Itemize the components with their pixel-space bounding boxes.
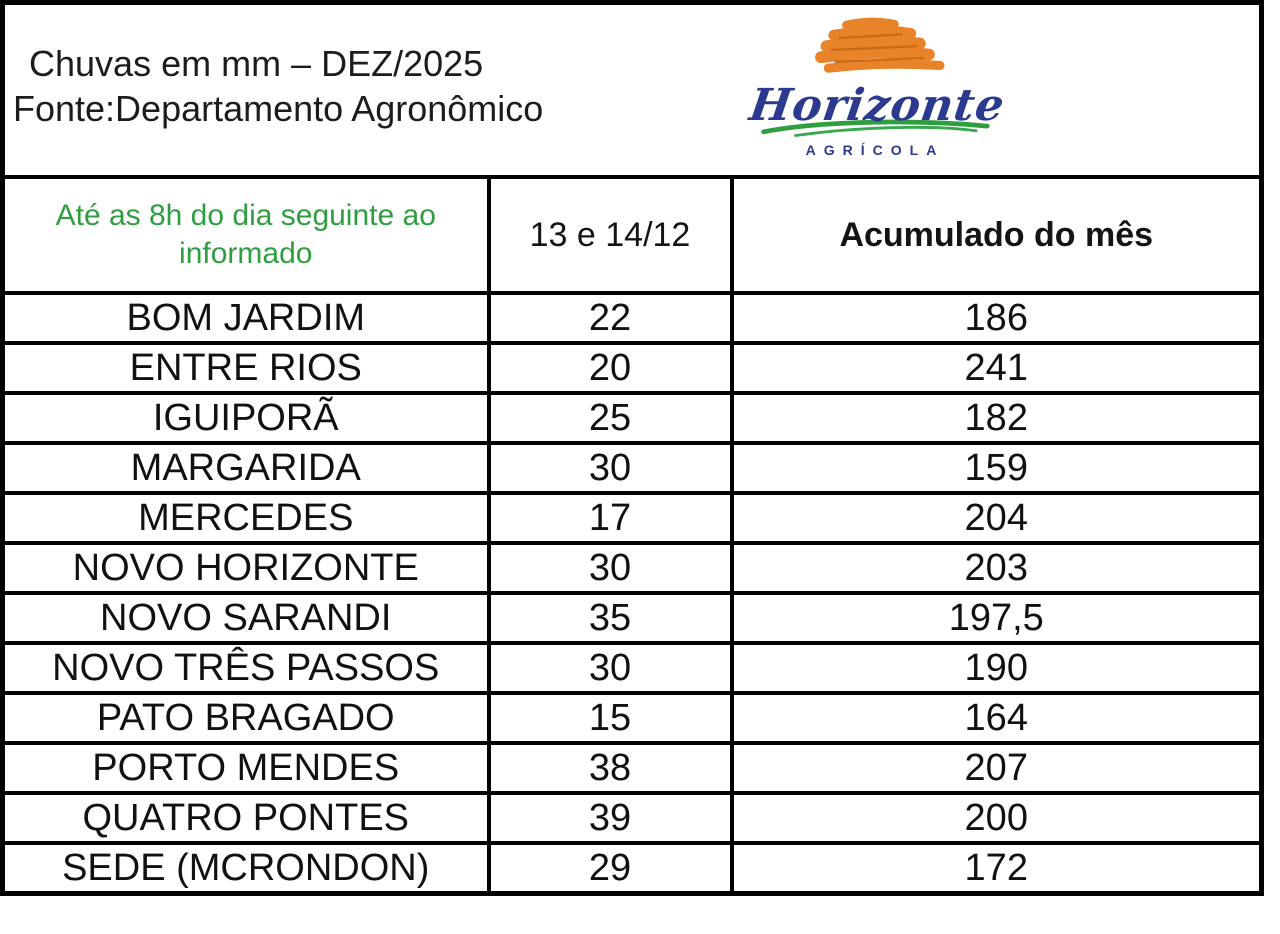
accumulated-value-cell: 186 <box>732 293 1262 343</box>
accumulated-value-cell: 172 <box>732 843 1262 894</box>
report-source: Fonte:Departamento Agronômico <box>13 88 544 129</box>
table-row <box>3 493 1262 543</box>
period-value-cell: 17 <box>489 493 732 543</box>
table-row <box>3 393 1262 443</box>
location-cell: NOVO TRÊS PASSOS <box>3 643 489 693</box>
accumulated-value-cell: 241 <box>732 343 1262 393</box>
location-cell: SEDE (MCRONDON) <box>3 843 489 894</box>
table-row <box>3 443 1262 493</box>
location-cell: NOVO SARANDI <box>3 593 489 643</box>
accumulated-value-cell: 159 <box>732 443 1262 493</box>
accumulated-value-cell: 164 <box>732 693 1262 743</box>
period-value-cell: 39 <box>489 793 732 843</box>
period-value-cell: 22 <box>489 293 732 343</box>
period-value-cell: 29 <box>489 843 732 894</box>
period-value-cell: 15 <box>489 693 732 743</box>
location-cell: NOVO HORIZONTE <box>3 543 489 593</box>
period-value-cell: 30 <box>489 643 732 693</box>
accumulated-value-cell: 182 <box>732 393 1262 443</box>
period-value-cell: 25 <box>489 393 732 443</box>
logo-subtitle: AGRÍCOLA <box>805 142 945 158</box>
table-row <box>3 593 1262 643</box>
accumulated-value-cell: 197,5 <box>732 593 1262 643</box>
table-row <box>3 543 1262 593</box>
col-header-period: 13 e 14/12 <box>529 215 691 254</box>
period-value-cell: 20 <box>489 343 732 393</box>
period-value-cell: 35 <box>489 593 732 643</box>
location-cell: MERCEDES <box>3 493 489 543</box>
col-header-accumulated: Acumulado do mês <box>839 215 1154 254</box>
accumulated-value-cell: 203 <box>732 543 1262 593</box>
location-cell: IGUIPORÃ <box>3 393 489 443</box>
accumulated-value-cell: 207 <box>732 743 1262 793</box>
table-row <box>3 843 1262 894</box>
logo-wordmark: Horizonte <box>746 80 1009 131</box>
table-row <box>3 693 1262 743</box>
horizonte-logo <box>746 17 1009 158</box>
period-value-cell: 30 <box>489 443 732 493</box>
table-row <box>3 793 1262 843</box>
table-row <box>3 643 1262 693</box>
report-title: Chuvas em mm – DEZ/2025 <box>29 43 484 84</box>
title-row <box>3 3 1262 178</box>
accumulated-value-cell: 200 <box>732 793 1262 843</box>
col-header-location: Até as 8h do dia seguinte ao informado <box>55 199 436 270</box>
location-cell: PATO BRAGADO <box>3 693 489 743</box>
table-row <box>3 743 1262 793</box>
accumulated-value-cell: 190 <box>732 643 1262 693</box>
accumulated-value-cell: 204 <box>732 493 1262 543</box>
period-value-cell: 38 <box>489 743 732 793</box>
table-header-row <box>3 177 1262 293</box>
location-cell: QUATRO PONTES <box>3 793 489 843</box>
location-cell: ENTRE RIOS <box>3 343 489 393</box>
table-row <box>3 343 1262 393</box>
report-header <box>5 5 1259 131</box>
location-cell: PORTO MENDES <box>3 743 489 793</box>
logo-tree-brush-icon <box>805 17 945 81</box>
location-cell: BOM JARDIM <box>3 293 489 343</box>
table-row <box>3 293 1262 343</box>
location-cell: MARGARIDA <box>3 443 489 493</box>
period-value-cell: 30 <box>489 543 732 593</box>
